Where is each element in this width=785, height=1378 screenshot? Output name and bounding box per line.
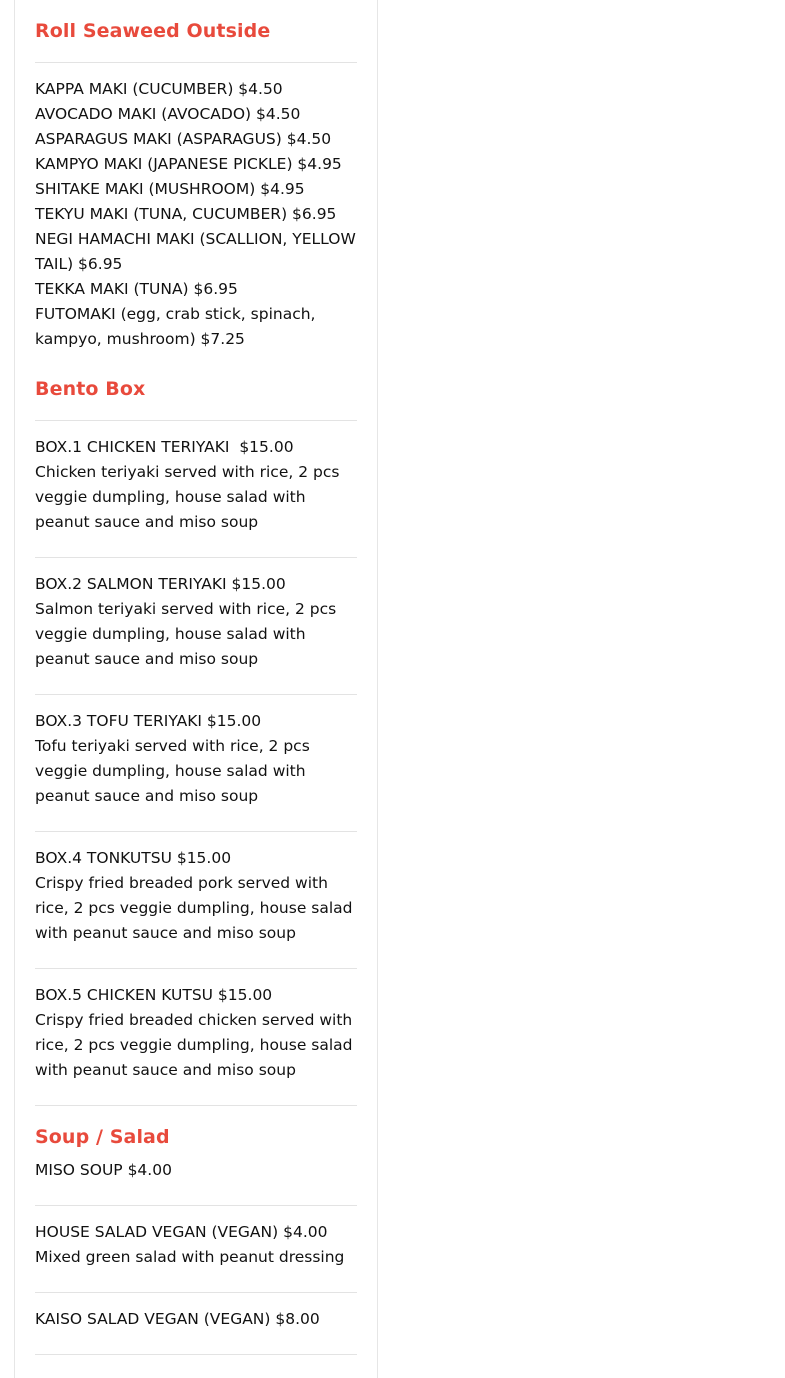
list-item: TEKKA MAKI (TUNA) $6.95 xyxy=(35,280,238,298)
menu-item-description: Crispy fried breaded pork served with rice, 2 pcs veggie dumpling, house salad with peanut sauce and miso soup xyxy=(35,874,353,942)
menu-item-name: BOX.4 TONKUTSU $15.00 xyxy=(35,849,232,867)
menu-item xyxy=(35,695,357,831)
menu-item xyxy=(35,832,357,968)
menu-item-description: Crispy fried breaded chicken served with rice, 2 pcs veggie dumpling, house salad with peanut sauce and miso soup xyxy=(35,1011,353,1079)
menu-item-name: BOX.3 TOFU TERIYAKI $15.00 xyxy=(35,712,262,730)
menu-item-description: Chicken teriyaki served with rice, 2 pcs veggie dumpling, house salad with peanut sauce and miso soup xyxy=(35,463,340,531)
roll-item-list xyxy=(35,63,357,352)
menu-item xyxy=(35,1206,357,1292)
menu-item-name: BOX.5 CHICKEN KUTSU $15.00 xyxy=(35,986,273,1004)
menu-item-description: Salmon teriyaki served with rice, 2 pcs veggie dumpling, house salad with peanut sauce and miso soup xyxy=(35,600,337,668)
section-title: Roll Seaweed Outside xyxy=(35,20,271,42)
menu-item xyxy=(35,1293,357,1354)
section-soup-salad xyxy=(35,1106,357,1355)
list-item: AVOCADO MAKI (AVOCADO) $4.50 xyxy=(35,105,301,123)
list-item: ASPARAGUS MAKI (ASPARAGUS) $4.50 xyxy=(35,130,332,148)
section-roll-seaweed-outside xyxy=(35,0,357,352)
menu-item-description: Mixed green salad with peanut dressing xyxy=(35,1248,345,1266)
menu-item-name: HOUSE SALAD VEGAN (VEGAN) $4.00 xyxy=(35,1223,328,1241)
list-item: KAMPYO MAKI (JAPANESE PICKLE) $4.95 xyxy=(35,155,342,173)
list-item: TEKYU MAKI (TUNA, CUCUMBER) $6.95 xyxy=(35,205,337,223)
list-item: NEGI HAMACHI MAKI (SCALLION, YELLOW TAIL) $6.95 xyxy=(35,230,356,273)
list-item: FUTOMAKI (egg, crab stick, spinach, kampyo, mushroom) $7.25 xyxy=(35,305,316,348)
list-item: KAPPA MAKI (CUCUMBER) $4.50 xyxy=(35,80,283,98)
menu-item-name: BOX.2 SALMON TERIYAKI $15.00 xyxy=(35,575,286,593)
section-title: Bento Box xyxy=(35,378,146,400)
menu-column xyxy=(14,0,378,1378)
section-bento-box xyxy=(35,352,357,1106)
section-title: Soup / Salad xyxy=(35,1126,170,1148)
menu-item xyxy=(35,421,357,557)
list-item: SHITAKE MAKI (MUSHROOM) $4.95 xyxy=(35,180,305,198)
menu-item-description: Tofu teriyaki served with rice, 2 pcs veggie dumpling, house salad with peanut sauce and miso soup xyxy=(35,737,310,805)
menu-item-name: KAISO SALAD VEGAN (VEGAN) $8.00 xyxy=(35,1310,320,1328)
menu-item-name: MISO SOUP $4.00 xyxy=(35,1161,172,1179)
menu-item xyxy=(35,969,357,1105)
menu-item-name: BOX.1 CHICKEN TERIYAKI $15.00 xyxy=(35,438,294,456)
menu-item xyxy=(35,558,357,694)
divider xyxy=(35,1354,357,1355)
menu-item xyxy=(35,1158,357,1205)
